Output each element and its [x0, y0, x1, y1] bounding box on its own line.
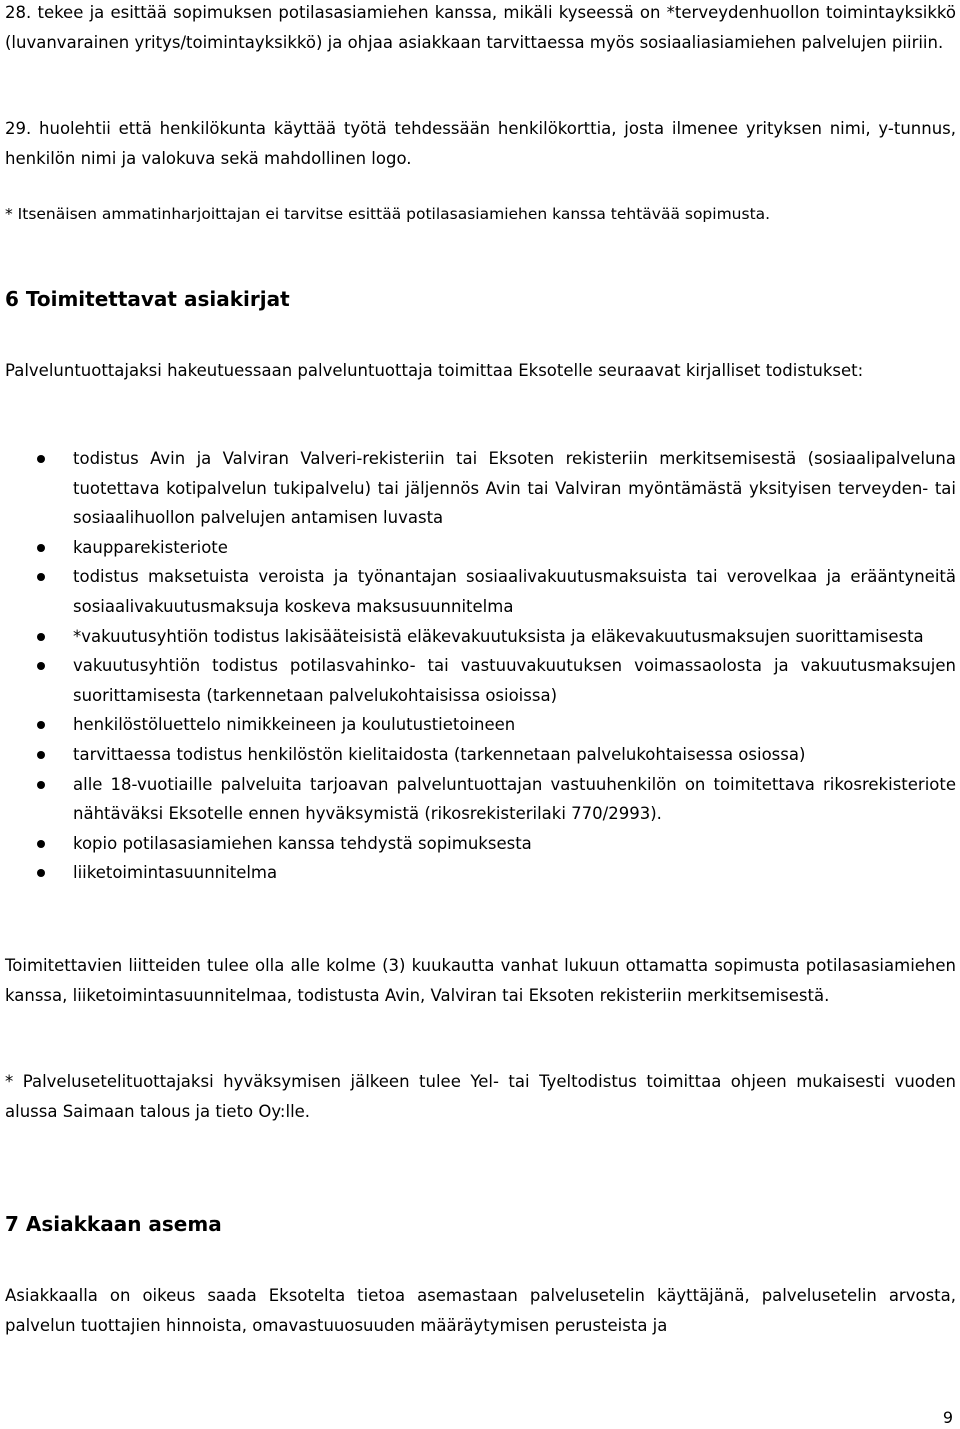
list-item — [0, 562, 956, 621]
section-6-heading: 6 Toimitettavat asiakirjat — [5, 287, 290, 311]
page-number: 9 — [942, 1408, 953, 1427]
section-7-heading: 7 Asiakkaan asema — [5, 1212, 222, 1236]
list-item — [0, 651, 956, 710]
bullet-icon — [37, 662, 45, 670]
bullet-icon — [37, 781, 45, 789]
footnote-independent-practitioner: * Itsenäisen ammatinharjoittajan ei tarvitse esittää potilasasiamiehen kanssa tehtävää sopimusta. — [5, 205, 771, 223]
item-text: tekee ja esittää sopimuksen potilasasiamiehen kanssa, mikäli kyseessä on *terveydenhuollon toimintayksikkö (luvanvarainen yritys/toimintayksikkö) ja ohjaa asiakkaan tarvittaessa myös sosiaaliasiamiehen palvelujen piiriin. — [5, 3, 956, 52]
list-item-text: *vakuutusyhtiön todistus lakisääteisistä eläkevakuutuksista ja eläkevakuutusmaksujen suorittamisesta — [73, 626, 924, 646]
service-voucher-note: * Palvelusetelituottajaksi hyväksymisen jälkeen tulee Yel- tai Tyeltodistus toimittaa ohjeen mukaisesti vuoden alussa Saimaan talous ja tieto Oy:lle. — [5, 1072, 956, 1121]
list-item-text: henkilöstöluettelo nimikkeineen ja koulutustietoineen — [73, 715, 516, 735]
item-text: huolehtii että henkilökunta käyttää työtä tehdessään henkilökorttia, josta ilmenee yrityksen nimi, y-tunnus, henkilön nimi ja valokuva sekä mahdollinen logo. — [5, 119, 957, 168]
section-6-intro: Palveluntuottajaksi hakeutuessaan palveluntuottaja toimittaa Eksotelle seuraavat kirjalliset todistukset: — [5, 361, 864, 380]
list-item — [0, 622, 956, 652]
item-number: 28. — [5, 3, 32, 22]
list-item-text: tarvittaessa todistus henkilöstön kielitaidosta (tarkennetaan palvelukohtaisessa osiossa) — [73, 744, 806, 764]
list-item — [0, 710, 956, 740]
bullet-icon — [37, 869, 45, 877]
list-item — [0, 444, 956, 533]
list-item-text: todistus Avin ja Valviran Valveri-rekisteriin tai Eksoten rekisteriin merkitsemisestä (sosiaalipalveluna tuotettava kotipalvelun tukipalvelu) tai jäljennös Avin tai Valviran myöntämästä yksityisen terveyden- tai sosiaalihuollon palvelujen antamisen luvasta — [73, 449, 956, 528]
list-item — [0, 770, 956, 829]
list-item-text: vakuutusyhtiön todistus potilasvahinko- tai vastuuvakuutuksen voimassaolosta ja vakuutusmaksujen suorittamisesta (tarkennetaan palvelukohtaisissa osioissa) — [73, 656, 956, 705]
section-7-paragraph: Asiakkaalla on oikeus saada Eksotelta tietoa asemastaan palvelusetelin käyttäjänä, palvelusetelin arvosta, palvelun tuottajien hinnoista, omavastuuosuuden määräytymisen perusteista ja — [5, 1286, 956, 1335]
list-item-text: kaupparekisteriote — [73, 537, 228, 557]
list-item — [0, 858, 956, 888]
list-item-text: kopio potilasasiamiehen kanssa tehdystä sopimuksesta — [73, 833, 532, 853]
bullet-icon — [37, 544, 45, 552]
numbered-item-29 — [5, 114, 956, 173]
list-item — [0, 533, 956, 563]
item-number: 29. — [5, 119, 32, 138]
bullet-icon — [37, 633, 45, 641]
list-item-text: liiketoimintasuunnitelma — [73, 863, 278, 883]
list-item-text: todistus maksetuista veroista ja työnantajan sosiaalivakuutusmaksuista tai verovelkaa ja erääntyneitä sosiaalivakuutusmaksuja koskeva maksusuunnitelma — [73, 567, 956, 616]
bullet-icon — [37, 721, 45, 729]
bullet-icon — [37, 573, 45, 581]
bullet-icon — [37, 751, 45, 759]
list-item — [0, 740, 956, 770]
required-documents-list — [0, 444, 956, 888]
bullet-icon — [37, 455, 45, 463]
list-item-text: alle 18-vuotiaille palveluita tarjoavan palveluntuottajan vastuuhenkilön on toimitettava rikosrekisteriote nähtäväksi Eksotelle ennen hyväksymistä (rikosrekisterilaki 770/2993). — [73, 774, 956, 824]
numbered-item-28 — [5, 0, 956, 57]
list-item — [0, 829, 956, 859]
attachments-validity-paragraph: Toimitettavien liitteiden tulee olla alle kolme (3) kuukautta vanhat lukuun ottamatta sopimusta potilasasiamiehen kanssa, liiketoimintasuunnitelmaa, todistusta Avin, Valviran tai Eksoten rekisteriin merkitsemisestä. — [5, 956, 956, 1005]
bullet-icon — [37, 840, 45, 848]
